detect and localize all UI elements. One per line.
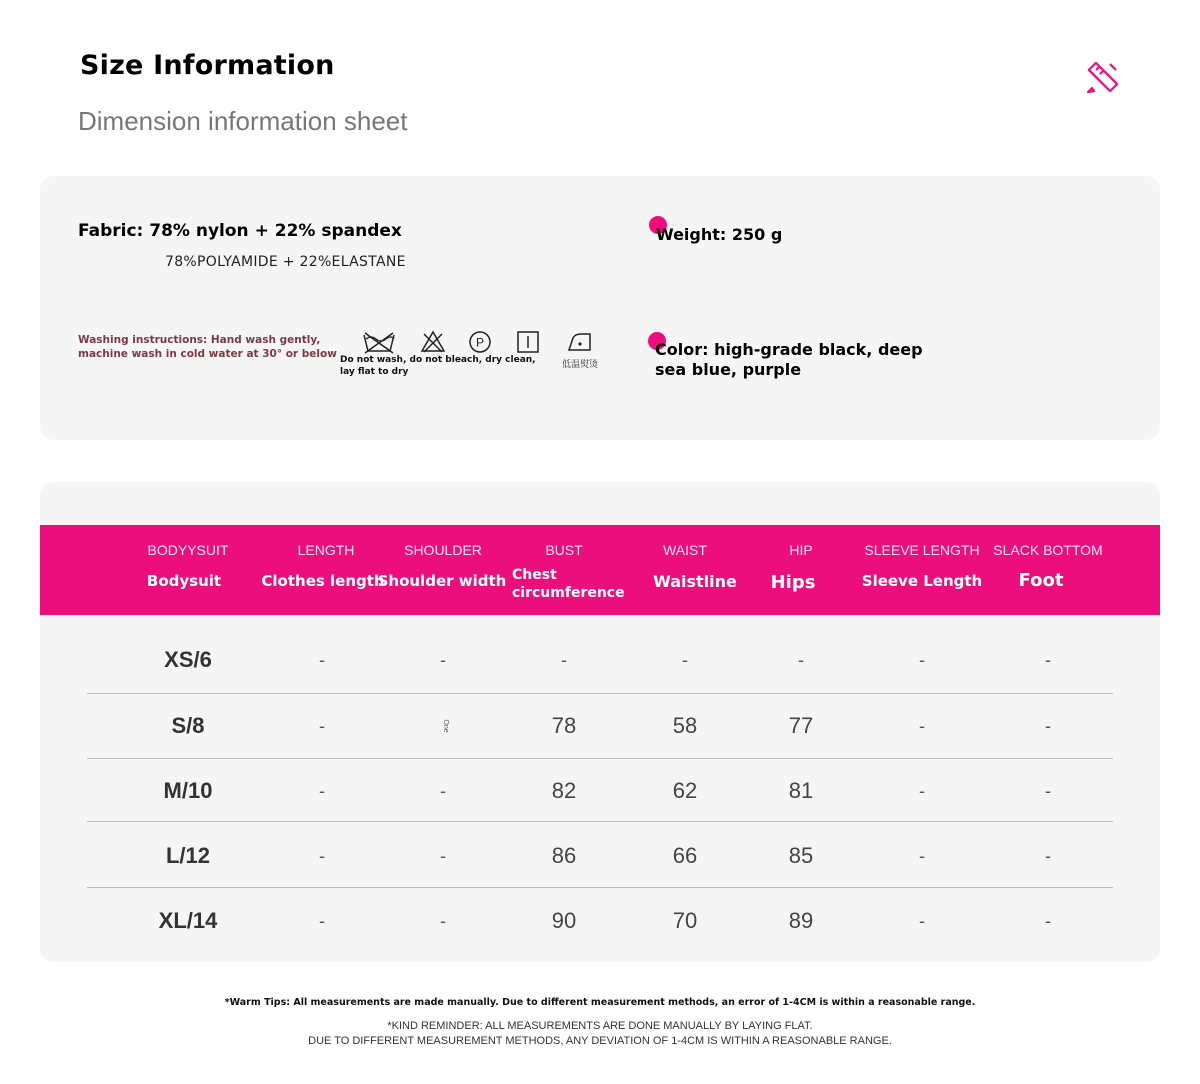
table-cell: 70 — [672, 908, 698, 933]
column-header: SHOULDER — [404, 542, 482, 558]
table-cell: - — [440, 650, 446, 670]
table-cell: - — [919, 911, 925, 931]
size-cell: XL/14 — [158, 908, 218, 933]
table-cell: 78 — [551, 713, 577, 738]
svg-text:P: P — [475, 335, 485, 350]
row-divider — [87, 887, 1113, 888]
table-cell: - — [1045, 911, 1051, 931]
table-cell: - — [1045, 650, 1051, 670]
column-header: LENGTH — [297, 542, 355, 558]
table-cell: 82 — [551, 778, 577, 803]
table-cell: One — [442, 719, 449, 733]
washing-instructions: Washing instructions: Hand wash gently, machine wash in cold water at 30° or below — [78, 334, 337, 360]
table-cell: - — [1045, 781, 1051, 801]
dry-clean-p-icon — [468, 330, 492, 354]
table-cell: - — [319, 911, 325, 931]
table-cell: - — [440, 781, 446, 801]
column-subheader: Foot — [1018, 570, 1064, 591]
column-header: BUST — [545, 542, 583, 558]
table-cell: - — [319, 781, 325, 801]
table-row — [0, 759, 1200, 823]
table-row — [0, 824, 1200, 888]
column-subheader: Chest circumference — [512, 567, 625, 601]
hand-wash-icon — [362, 330, 396, 354]
table-cell: - — [440, 846, 446, 866]
fabric-english: 78%POLYAMIDE + 22%ELASTANE — [165, 254, 406, 270]
low-iron-icon — [566, 330, 594, 354]
table-cell: 66 — [672, 843, 698, 868]
table-cell: 62 — [672, 778, 698, 803]
size-cell: M/10 — [163, 778, 213, 803]
table-cell: - — [561, 650, 567, 670]
table-cell: 89 — [788, 908, 814, 933]
table-cell: - — [798, 650, 804, 670]
table-cell: 58 — [672, 713, 698, 738]
size-cell: L/12 — [165, 843, 211, 868]
column-header: SLACK BOTTOM — [993, 542, 1103, 558]
column-subheader: Hips — [770, 572, 816, 593]
column-header: HIP — [789, 542, 813, 558]
weight-label: Weight: 250 g — [656, 225, 783, 244]
table-cell: - — [919, 650, 925, 670]
ruler-pencil-icon — [1084, 58, 1122, 96]
table-cell: 77 — [788, 713, 814, 738]
table-cell: 86 — [551, 843, 577, 868]
column-header: WAIST — [663, 542, 707, 558]
size-cell: XS/6 — [164, 647, 212, 672]
column-subheader: Waistline — [653, 572, 737, 591]
table-cell: - — [1045, 716, 1051, 736]
fabric-label: Fabric: 78% nylon + 22% spandex — [78, 221, 402, 241]
column-subheader: Shoulder width — [377, 572, 507, 590]
warm-tips: *Warm Tips: All measurements are made manually. Due to different measurement methods, an error of 1-4CM is within a reasonable range. — [224, 997, 976, 1008]
table-row — [0, 694, 1200, 758]
table-cell: - — [319, 846, 325, 866]
table-cell: - — [919, 716, 925, 736]
product-info-card — [40, 176, 1160, 440]
table-cell: 81 — [788, 778, 814, 803]
color-label: Color: high-grade black, deep sea blue, purple — [655, 340, 923, 379]
table-cell: - — [319, 716, 325, 736]
page-title: Size Information — [80, 50, 335, 81]
table-cell: - — [919, 846, 925, 866]
lay-flat-icon — [516, 330, 540, 354]
care-caption: Do not wash, do not bleach, dry clean, lay flat to dry — [340, 355, 536, 377]
table-row — [0, 889, 1200, 953]
table-cell: - — [319, 650, 325, 670]
table-cell: - — [919, 781, 925, 801]
row-divider — [87, 821, 1113, 822]
column-subheader: Sleeve Length — [861, 572, 983, 590]
table-cell: 85 — [788, 843, 814, 868]
kind-reminder: *KIND REMINDER: ALL MEASUREMENTS ARE DONE MANUALLY BY LAYING FLAT. — [387, 1020, 813, 1032]
table-cell: - — [682, 650, 688, 670]
page-subtitle: Dimension information sheet — [78, 106, 408, 136]
table-cell: 90 — [551, 908, 577, 933]
kind-reminder: DUE TO DIFFERENT MEASUREMENT METHODS, ANY DEVIATION OF 1-4CM IS WITHIN A REASONABLE RANGE. — [308, 1035, 892, 1047]
column-subheader: Clothes length — [261, 572, 385, 590]
table-cell: - — [440, 911, 446, 931]
no-bleach-icon — [420, 330, 446, 354]
table-row — [0, 628, 1200, 692]
column-header: SLEEVE LENGTH — [864, 542, 980, 558]
column-header: BODYYSUIT — [147, 542, 229, 558]
iron-caption: 低温熨烫 — [562, 360, 599, 370]
size-cell: S/8 — [171, 713, 205, 738]
table-cell: - — [1045, 846, 1051, 866]
column-subheader: Bodysuit — [146, 572, 222, 590]
